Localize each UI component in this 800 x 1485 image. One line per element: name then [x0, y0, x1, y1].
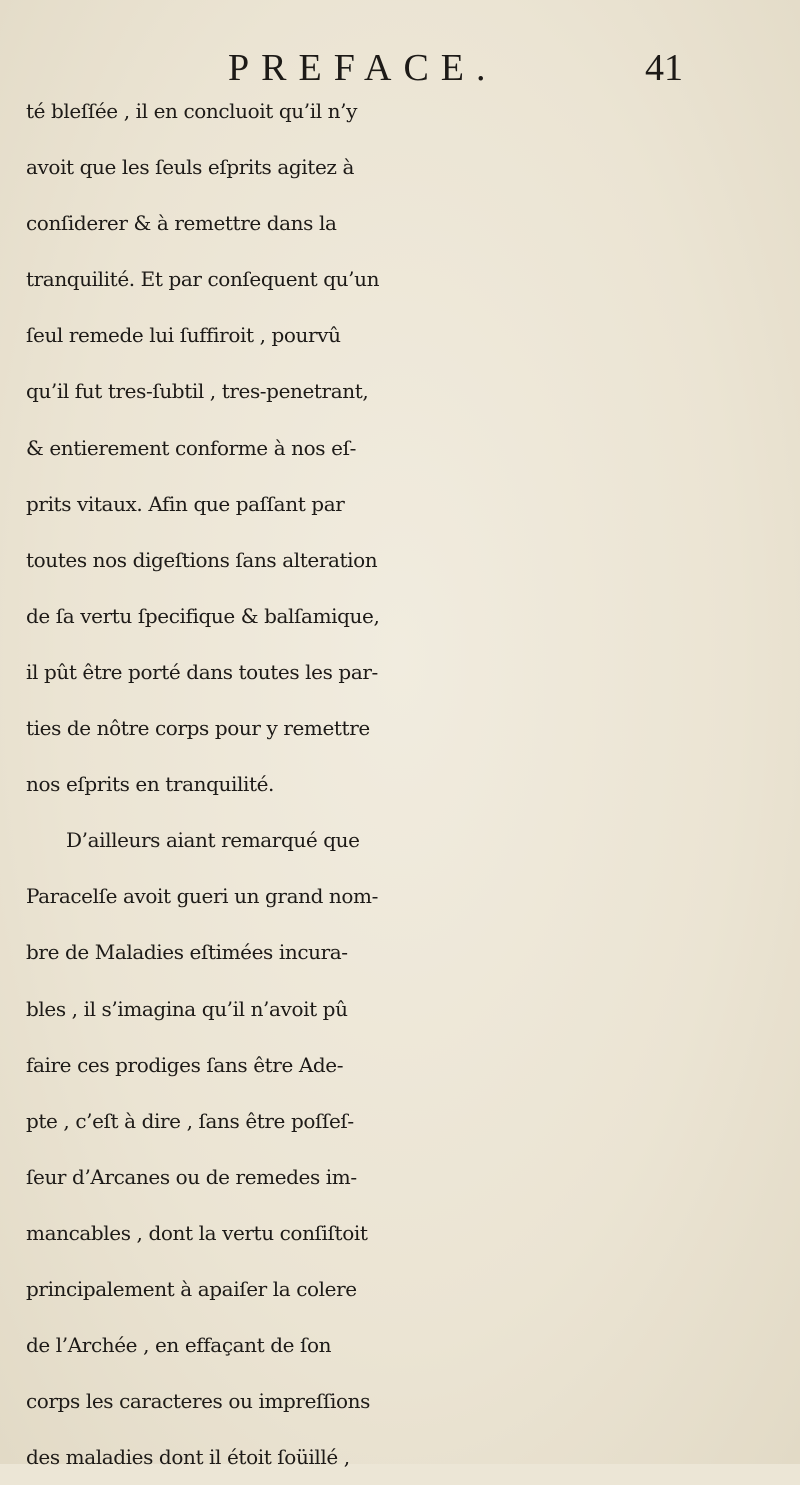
text-line: ſeul remede lui ſuffiroit , pourvû — [26, 323, 341, 348]
text-line: qu’il fut tres-ſubtil , tres-penetrant, — [26, 379, 369, 404]
text-line: mancables , dont la vertu conſiſtoit — [26, 1220, 368, 1245]
running-title: PREFACE. — [228, 47, 498, 89]
text-line: té bleſſée , il en concluoit qu’il n’y — [26, 99, 358, 123]
text-line: avoit que les ſeuls eſprits agitez à — [26, 155, 354, 180]
text-line: Paracelſe avoit gueri un grand nom- — [26, 884, 378, 909]
body-text — [26, 83, 786, 1485]
text-line: corps les caracteres ou impreſſions — [26, 1389, 371, 1414]
text-line: ties de nôtre corps pour y remettre — [26, 716, 370, 741]
text-line: pte , c’eſt à dire , ſans être poſſeſ- — [26, 1108, 354, 1133]
text-line: & entierement conforme à nos eſ- — [26, 435, 356, 460]
text-line: faire ces prodiges ſans être Ade- — [26, 1052, 344, 1077]
text-line: bles , il s’imagina qu’il n’avoit pû — [26, 996, 348, 1021]
text-line: de ſa vertu ſpecifique & balſamique, — [26, 603, 380, 628]
text-line: toutes nos digeſtions ſans alteration — [26, 547, 378, 572]
text-line: des maladies dont il étoit ſoüillé , — [26, 1445, 350, 1470]
text-line: conſiderer & à remettre dans la — [26, 211, 337, 236]
page-number: 41 — [645, 47, 683, 89]
text-line: prits vitaux. Afin que paſſant par — [26, 491, 345, 516]
paragraph-start-line: D’ailleurs aiant remarqué que — [66, 828, 360, 853]
text-line: principalement à apaiſer la colere — [26, 1276, 357, 1301]
text-line: tranquilité. Et par conſequent qu’un — [26, 267, 380, 292]
text-line: ſeur d’Arcanes ou de remedes im- — [26, 1164, 357, 1189]
text-line: nos eſprits en tranquilité. — [26, 772, 274, 797]
text-line: bre de Maladies eſtimées incura- — [26, 940, 348, 965]
text-line: il pût être porté dans toutes les par- — [26, 659, 378, 684]
text-line: de l’Archée , en effaçant de ſon — [26, 1333, 332, 1358]
